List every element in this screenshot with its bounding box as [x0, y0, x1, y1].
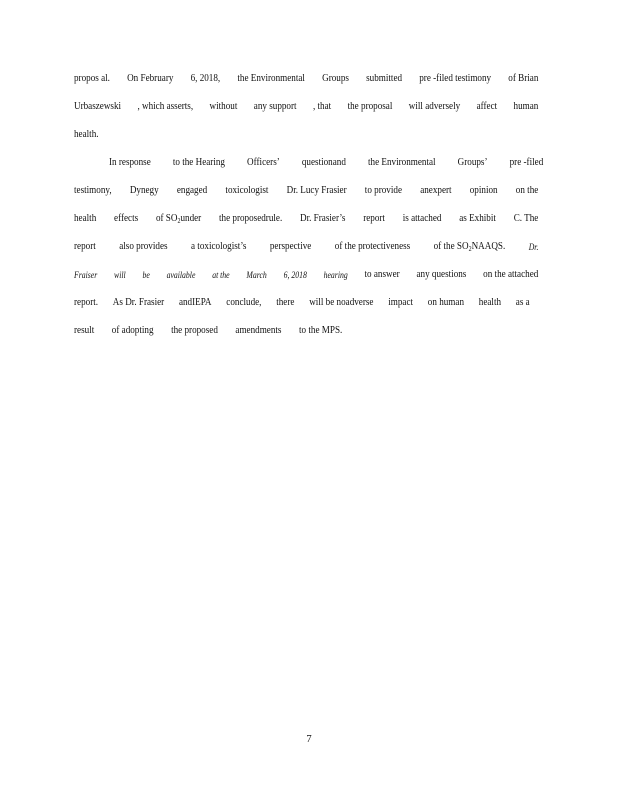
paragraph2-line4: report also provides a toxicologist’s perspective of the protectiveness of the $SO_2NAAQS$. Dr. — [74, 241, 539, 253]
paragraph2-line6: report. As Dr. Frasier andIEPA conclude, there will be noadverse impact on human health as a — [74, 297, 530, 308]
paragraph2-line2: testimony, Dynegy engaged toxicologist Dr. Lucy Frasier to provide anexpert opinion on the — [74, 185, 539, 196]
page-number: 7 — [306, 734, 312, 745]
paragraph2-line5: Fraiser will be available at the March 6, 2018 hearing to answer any questions on the attached — [74, 269, 539, 280]
paragraph2-line3: health effects of $SO_2under$ the proposedrule. Dr. Frasier’s report is attached as Exhibit C. The — [74, 213, 539, 225]
paragraph2-line1: In response to the Hearing Officers’ questionand the Environmental Groups’ pre -filed — [109, 157, 544, 168]
paragraph1-line1: propos al. On February 6, 2018, the Environmental Groups submitted pre -filed testimony of Brian — [74, 73, 539, 84]
paragraph1-line2: Urbaszewski , which asserts, without any support , that the proposal will adversely affect human — [74, 101, 539, 112]
paragraph2-line7: result of adopting the proposed amendments to the MPS. — [74, 325, 343, 336]
paragraph1-line3: health. — [74, 129, 99, 140]
